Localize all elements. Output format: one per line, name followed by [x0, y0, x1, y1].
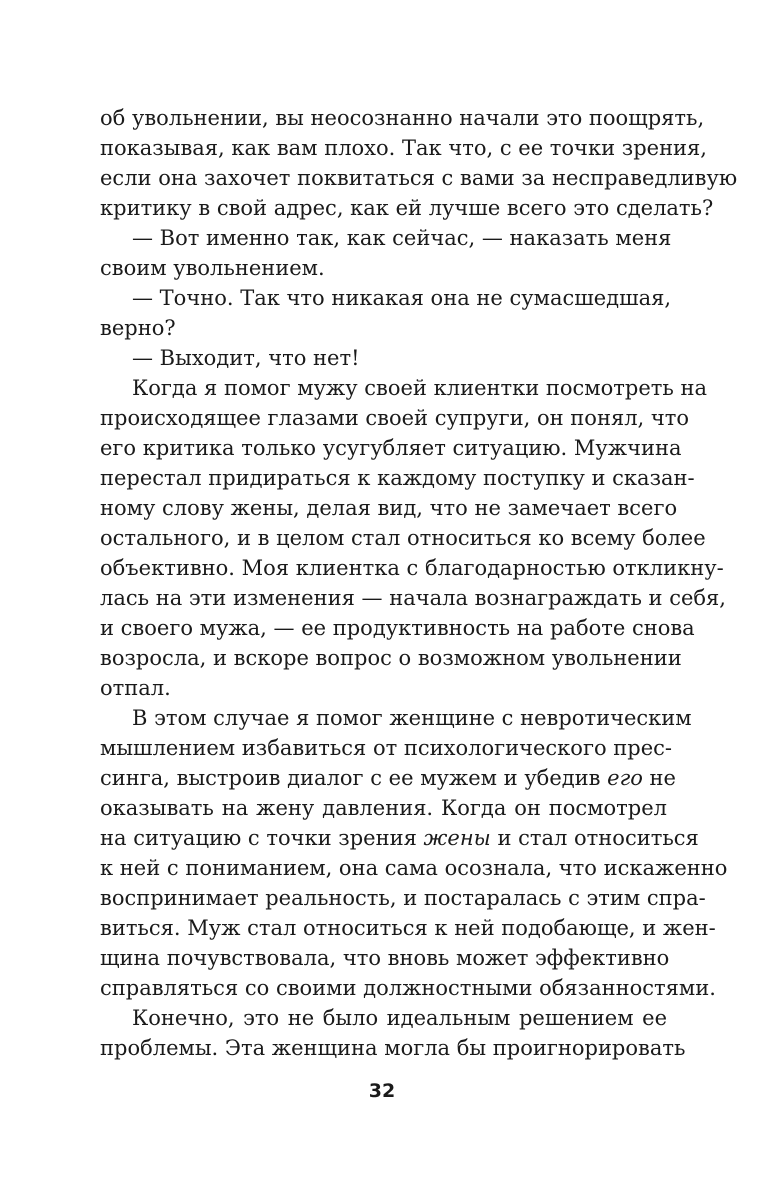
emphasis: жены	[423, 826, 491, 850]
text-line: синга, выстроив диалог с ее мужем и убедив его не	[100, 766, 676, 790]
text-line: лась на эти изменения — начала вознаграждать и себя,	[100, 586, 726, 610]
text-line: своим увольнением.	[100, 256, 325, 280]
text-line: возросла, и вскоре вопрос о возможном увольнении	[100, 646, 682, 670]
page-number: 32	[368, 1080, 396, 1102]
text-line: перестал придираться к каждому поступку и сказан-	[100, 466, 695, 490]
text-line: справляться со своими должностными обязанностями.	[100, 976, 716, 1000]
text-line: виться. Муж стал относиться к ней подобающе, и жен-	[100, 916, 716, 940]
text-line: — Выходит, что нет!	[132, 346, 360, 370]
text-line: происходящее глазами своей супруги, он понял, что	[100, 406, 690, 430]
text-line: — Точно. Так что никакая она не сумасшедшая,	[132, 286, 672, 310]
text-line: проблемы. Эта женщина могла бы проигнорировать	[100, 1036, 686, 1060]
text-line: воспринимает реальность, и постаралась с этим спра-	[100, 886, 706, 910]
text-line: ному слову жены, делая вид, что не замечает всего	[100, 496, 678, 520]
emphasis: его	[607, 766, 643, 790]
text-line: объективно. Моя клиентка с благодарностью откликну-	[100, 556, 724, 580]
text-line: Конечно, это не было идеальным решением ее	[132, 1006, 667, 1030]
text-line: если она захочет поквитаться с вами за несправедливую	[100, 166, 738, 190]
text-line: щина почувствовала, что вновь может эффективно	[100, 946, 670, 970]
text-line: отпал.	[100, 676, 171, 700]
text-line: показывая, как вам плохо. Так что, с ее точки зрения,	[100, 136, 707, 160]
text-line: Когда я помог мужу своей клиентки посмотреть на	[132, 376, 708, 400]
text-line: на ситуацию с точки зрения жены и стал относиться	[100, 826, 699, 850]
text-line: об увольнении, вы неосознанно начали это поощрять,	[100, 106, 705, 130]
text-line: к ней с пониманием, она сама осознала, что искаженно	[100, 856, 728, 880]
text-line: критику в свой адрес, как ей лучше всего это сделать?	[100, 196, 714, 220]
text-line: В этом случае я помог женщине с невротическим	[132, 706, 692, 730]
text-line: его критика только усугубляет ситуацию. Мужчина	[100, 436, 682, 460]
text-line: остального, и в целом стал относиться ко всему более	[100, 526, 706, 550]
text-line: мышлением избавиться от психологического прес-	[100, 736, 672, 760]
text-line: и своего мужа, — ее продуктивность на работе снова	[100, 616, 695, 640]
text-line: верно?	[100, 316, 176, 340]
text-line: — Вот именно так, как сейчас, — наказать меня	[132, 226, 672, 250]
body-text	[100, 103, 738, 1063]
text-line: оказывать на жену давления. Когда он посмотрел	[100, 796, 667, 820]
